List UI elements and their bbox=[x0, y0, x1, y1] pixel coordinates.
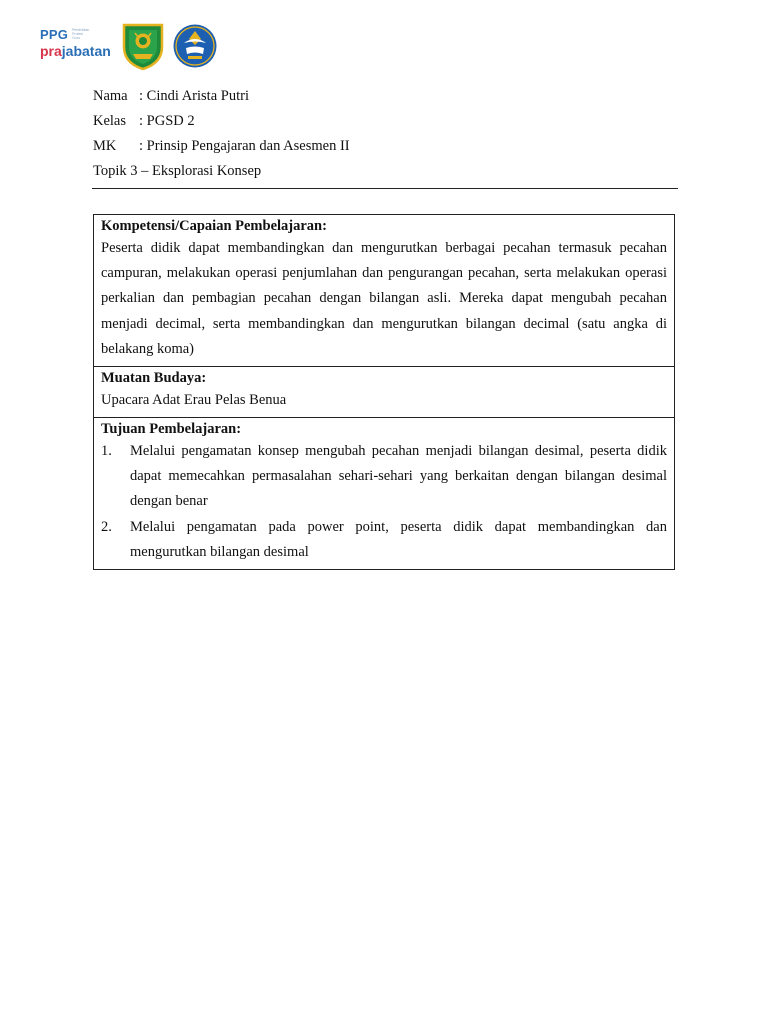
culture-text: Upacara Adat Erau Pelas Benua bbox=[101, 392, 287, 409]
ppg-logo-text: PPG bbox=[40, 27, 69, 42]
course-label: MK bbox=[93, 138, 117, 154]
competency-row bbox=[94, 215, 675, 367]
ppg-logo-pra: pra bbox=[40, 43, 62, 59]
course-value: : Prinsip Pengajaran dan Asesmen II bbox=[139, 138, 350, 154]
goals-row bbox=[94, 418, 675, 570]
ppg-prajabatan-logo bbox=[40, 20, 118, 72]
goal-number: 1. bbox=[101, 443, 112, 460]
goal-text: Melalui pengamatan pada power point, peserta didik dapat membandingkan dan mengurutkan bilangan desimal bbox=[130, 518, 667, 560]
name-row bbox=[93, 86, 677, 111]
name-label: Nama bbox=[93, 88, 128, 104]
name-value: : Cindi Arista Putri bbox=[139, 88, 249, 104]
header-logos bbox=[40, 20, 218, 72]
goals-list bbox=[101, 439, 667, 565]
course-row bbox=[93, 136, 677, 161]
ppg-logo-tagline: Pendidikan Profesi Guru bbox=[72, 28, 90, 40]
culture-row bbox=[94, 367, 675, 418]
class-value: : PGSD 2 bbox=[139, 113, 195, 129]
class-label: Kelas bbox=[93, 113, 127, 129]
competency-cell bbox=[94, 215, 675, 367]
class-row bbox=[93, 111, 677, 136]
goal-item bbox=[101, 515, 667, 565]
competency-heading: Kompetensi/Capaian Pembelajaran: bbox=[101, 218, 327, 234]
student-identity bbox=[93, 86, 677, 186]
university-emblem-icon bbox=[120, 21, 166, 71]
ppg-logo-jabatan: jabatan bbox=[61, 43, 111, 59]
learning-outcomes-table bbox=[93, 214, 675, 570]
competency-text: Peserta didik dapat membandingkan dan mengurutkan berbagai pecahan termasuk pecahan campuran, melakukan operasi penjumlahan dan pengurangan pecahan, serta melakukan operasi perkalian dan pembagian pecahan dengan bilangan asli. Mereka dapat mengubah pecahan menjadi decimal, serta membandingkan dan mengurutkan bilangan decimal (satu angka di belakang koma) bbox=[101, 240, 667, 357]
goal-item bbox=[101, 439, 667, 515]
header-divider bbox=[92, 188, 678, 189]
ministry-emblem-icon bbox=[172, 21, 218, 71]
goals-cell bbox=[94, 418, 675, 570]
topic-title: Topik 3 – Eksplorasi Konsep bbox=[93, 163, 262, 179]
goal-number: 2. bbox=[101, 518, 112, 535]
goals-heading: Tujuan Pembelajaran: bbox=[101, 421, 242, 438]
culture-cell bbox=[94, 367, 675, 418]
goal-text: Melalui pengamatan konsep mengubah pecahan menjadi bilangan desimal, peserta didik dapat memecahkan permasalahan sehari-sehari yang berkaitan dengan bilangan desimal dengan benar bbox=[130, 443, 667, 510]
culture-heading: Muatan Budaya: bbox=[101, 370, 207, 387]
